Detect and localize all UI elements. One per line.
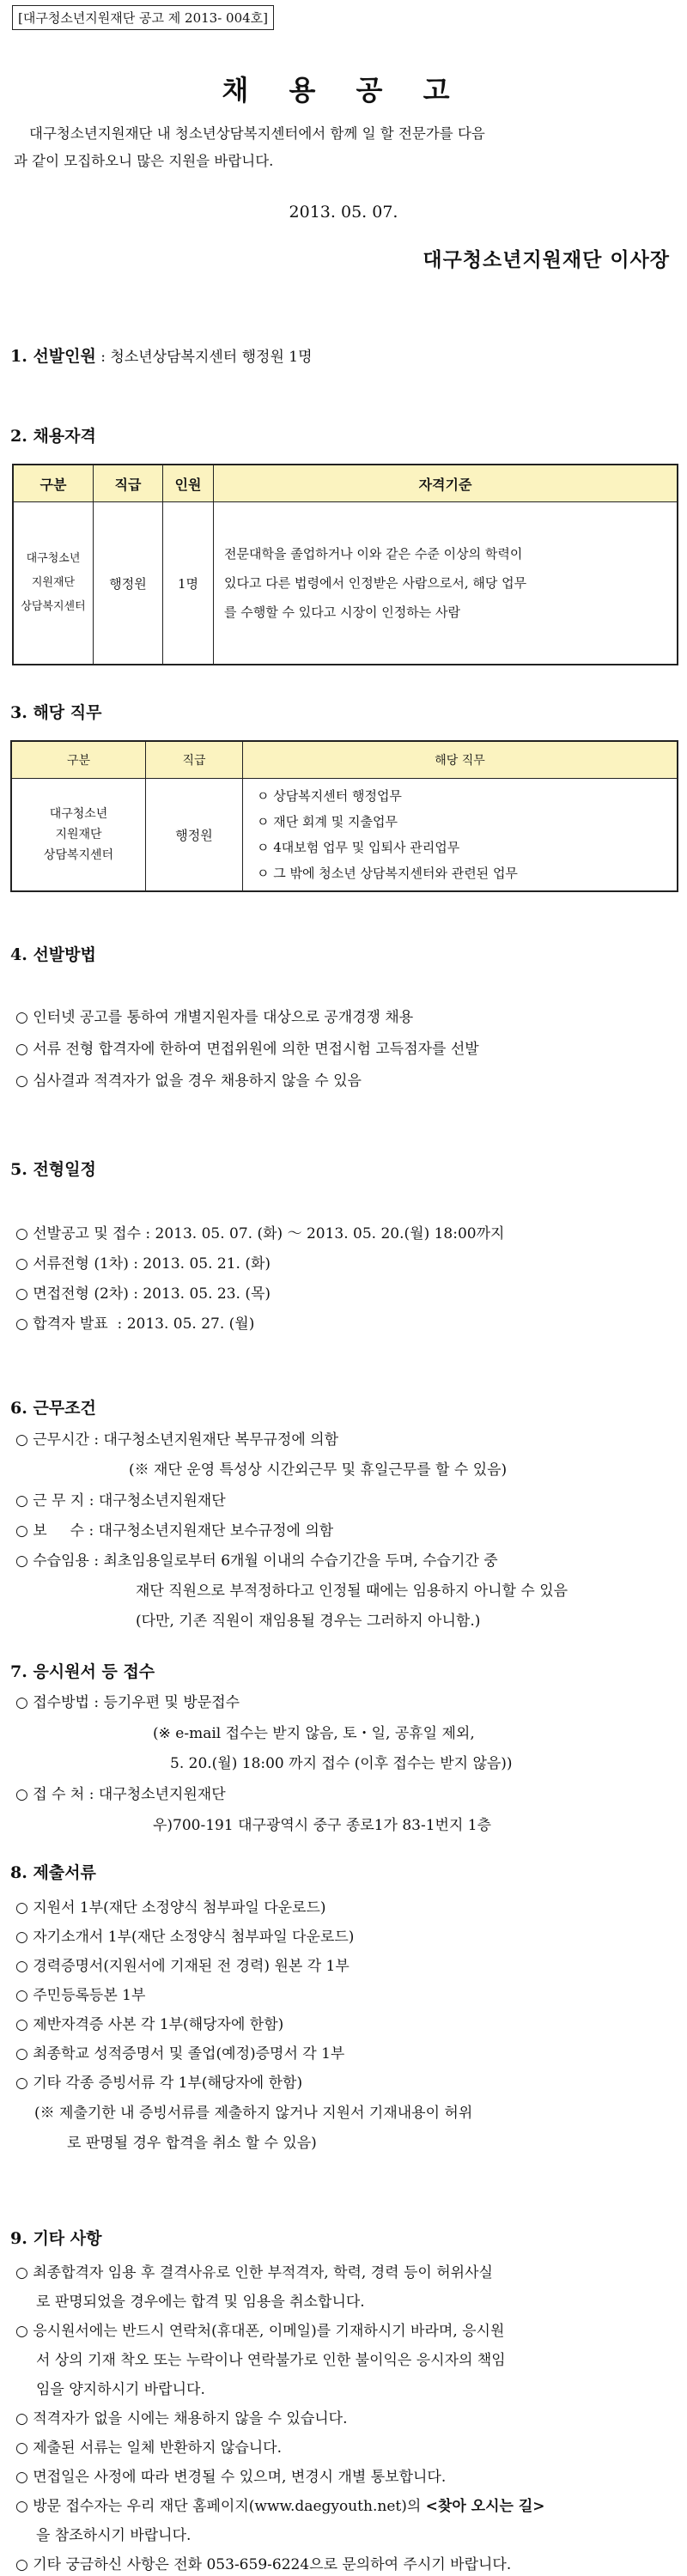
col-header-count: 인원 [163, 465, 214, 502]
section-1-heading [10, 343, 313, 367]
list-item: ○ 접수방법 : 등기우편 및 방문접수 [15, 1694, 240, 1711]
intro-line-1: 대구청소년지원재단 내 청소년상담복지센터에서 함께 일 할 전문가를 다음 [29, 125, 485, 142]
list-note: (※ 제출기한 내 증빙서류를 제출하지 않거나 지원서 기재내용이 허위 [34, 2105, 473, 2122]
category-line: 대구청소년 [49, 807, 108, 821]
notice-date: 2013. 05. 07. [289, 203, 398, 222]
table-header-row [13, 465, 678, 502]
list-item: ○ 근 무 지 : 대구청소년지원재단 [15, 1492, 226, 1510]
list-item [15, 2494, 545, 2515]
list-note: (※ e-mail 접수는 받지 않음, 토・일, 공휴일 제외, [153, 1725, 475, 1742]
list-note: (다만, 기존 직원이 재임용될 경우는 그러하지 아니함.) [136, 1613, 481, 1630]
cell-category [11, 779, 146, 892]
list-item: ○ 자기소개서 1부(재단 소정양식 첨부파일 다운로드) [15, 1929, 355, 1946]
section-2-title: 2. 채용자격 [10, 427, 96, 446]
list-item: ○ 인터넷 공고를 통하여 개별지원자를 대상으로 공개경쟁 채용 [15, 1009, 414, 1026]
qualification-table [12, 464, 678, 665]
section-4-title: 4. 선발방법 [10, 945, 96, 964]
section-3-title: 3. 해당 직무 [10, 703, 102, 722]
col-header-category: 구분 [13, 465, 94, 502]
list-item: ○ 최종학교 성적증명서 및 졸업(예정)증명서 각 1부 [15, 2045, 345, 2063]
cell-qualification [214, 502, 678, 665]
list-note: 재단 직원으로 부적정하다고 인정될 때에는 임용하지 아니할 수 있음 [136, 1583, 568, 1600]
list-item: ○ 제반자격증 사본 각 1부(해당자에 한함) [15, 2016, 284, 2033]
directions-label: <찾아 오시는 길> [425, 2498, 545, 2515]
list-item: ○ 심사결과 적격자가 없을 경우 채용하지 않을 수 있음 [15, 1072, 362, 1090]
section-1-title: 1. 선발인원 [10, 347, 96, 366]
section-7-title: 7. 응시원서 등 접수 [10, 1662, 155, 1681]
duty-item: ㅇ 4대보험 업무 및 입퇴사 관리업무 [257, 840, 460, 855]
list-item: ○ 경력증명서(지원서에 기재된 전 경력) 원본 각 1부 [15, 1958, 350, 1975]
list-item: ○ 지원서 1부(재단 소정양식 첨부파일 다운로드) [15, 1899, 326, 1917]
list-note: 임을 양지하시기 바랍니다. [36, 2381, 205, 2398]
cell-rank: 행정원 [94, 502, 163, 665]
list-note: 을 참조하시기 바랍니다. [36, 2527, 192, 2544]
list-item: ○ 합격자 발표 : 2013. 05. 27. (월) [15, 1315, 255, 1333]
intro-line-2: 과 같이 모집하오니 많은 지원을 바랍니다. [14, 153, 274, 169]
list-item: ○ 근무시간 : 대구청소년지원재단 복무규정에 의함 [15, 1431, 339, 1449]
col-header-rank: 직급 [94, 465, 163, 502]
category-line: 지원재단 [31, 576, 76, 589]
list-item: ○ 보 수 : 대구청소년지원재단 보수규정에 의함 [15, 1522, 334, 1540]
section-5-title: 5. 전형일정 [10, 1160, 96, 1179]
intro-paragraph [14, 120, 675, 175]
notice-number: [대구청소년지원재단 공고 제 2013- 004호] [12, 5, 274, 30]
list-note: 로 판명되었을 경우에는 합격 및 임용을 취소합니다. [36, 2293, 365, 2311]
category-line: 상담복지센터 [21, 600, 86, 613]
cell-category [13, 502, 94, 665]
list-note: 우)700-191 대구광역시 중구 종로1가 83-1번지 1층 [153, 1817, 492, 1834]
section-9-title: 9. 기타 사항 [10, 2229, 102, 2248]
qualification-line: 를 수행할 수 있다고 시장이 인정하는 사람 [224, 605, 460, 620]
list-item: ○ 기타 각종 증빙서류 각 1부(해당자에 한함) [15, 2075, 303, 2092]
table-header-row [11, 741, 678, 779]
list-item: ○ 선발공고 및 접수 : 2013. 05. 07. (화) ～ 2013. 05. 20.(월) 18:00까지 [15, 1225, 505, 1242]
list-item: ○ 제출된 서류는 일체 반환하지 않습니다. [15, 2439, 283, 2457]
list-item: ○ 수습임용 : 최초임용일로부터 6개월 이내의 수습기간을 두며, 수습기간 중 [15, 1552, 498, 1570]
list-item: ○ 주민등록등본 1부 [15, 1987, 146, 2004]
col-header-rank: 직급 [146, 741, 243, 779]
list-item: ○ 서류전형 (1차) : 2013. 05. 21. (화) [15, 1255, 271, 1273]
duty-item: ㅇ 재단 회계 및 지출업무 [257, 814, 398, 829]
list-item: ○ 최종합격자 임용 후 결격사유로 인한 부적격자, 학력, 경력 등이 허위사실 [15, 2264, 493, 2281]
list-item: ○ 서류 전형 합격자에 한하여 면접위원에 의한 면접시험 고득점자를 선발 [15, 1041, 479, 1058]
signer: 대구청소년지원재단 이사장 [423, 248, 670, 271]
page-title: 채 용 공 고 [222, 74, 465, 106]
list-note: 5. 20.(월) 18:00 까지 접수 (이후 접수는 받지 않음)) [170, 1755, 513, 1772]
cell-count: 1명 [163, 502, 214, 665]
duty-item: ㅇ 그 밖에 청소년 상담복지센터와 관련된 업무 [257, 866, 518, 881]
category-line: 대구청소년 [26, 552, 81, 565]
table-row [11, 779, 678, 892]
list-item: ○ 기타 궁금하신 사항은 전화 053-659-6224으로 문의하여 주시기 바랍니다. [15, 2556, 512, 2573]
col-header-qualification: 자격기준 [214, 465, 678, 502]
list-item: ○ 접 수 처 : 대구청소년지원재단 [15, 1786, 226, 1803]
list-item: ○ 적격자가 없을 시에는 채용하지 않을 수 있습니다. [15, 2410, 348, 2427]
col-header-category: 구분 [11, 741, 146, 779]
duties-table [10, 740, 678, 892]
section-1-content: : 청소년상담복지센터 행정원 1명 [95, 349, 313, 366]
list-note: 서 상의 기재 착오 또는 누락이나 연락불가로 인한 불이익은 응시자의 책임 [36, 2352, 506, 2369]
category-line: 지원재단 [55, 828, 102, 841]
visit-info-text: ○ 방문 접수자는 우리 재단 홈페이지(www.daegyouth.net)의 [15, 2498, 426, 2515]
list-note: 로 판명될 경우 합격을 취소 할 수 있음) [67, 2135, 317, 2152]
section-8-title: 8. 제출서류 [10, 1863, 96, 1882]
list-item: ○ 응시원서에는 반드시 연락처(휴대폰, 이메일)를 기재하시기 바라며, 응시원 [15, 2323, 505, 2340]
col-header-duties: 해당 직무 [243, 741, 678, 779]
cell-duties [243, 779, 678, 892]
duty-item: ㅇ 상담복지센터 행정업무 [257, 788, 402, 804]
table-row [13, 502, 678, 665]
list-note: (※ 재단 운영 특성상 시간외근무 및 휴일근무를 할 수 있음) [129, 1461, 508, 1479]
list-item: ○ 면접일은 사정에 따라 변경될 수 있으며, 변경시 개별 통보합니다. [15, 2469, 447, 2486]
category-line: 상담복지센터 [43, 848, 114, 862]
qualification-line: 있다고 다른 법령에서 인정받은 사람으로서, 해당 업무 [224, 575, 527, 591]
list-item: ○ 면접전형 (2차) : 2013. 05. 23. (목) [15, 1285, 271, 1303]
qualification-line: 전문대학을 졸업하거나 이와 같은 수준 이상의 학력이 [224, 546, 523, 562]
cell-rank: 행정원 [146, 779, 243, 892]
section-6-title: 6. 근무조건 [10, 1399, 96, 1418]
